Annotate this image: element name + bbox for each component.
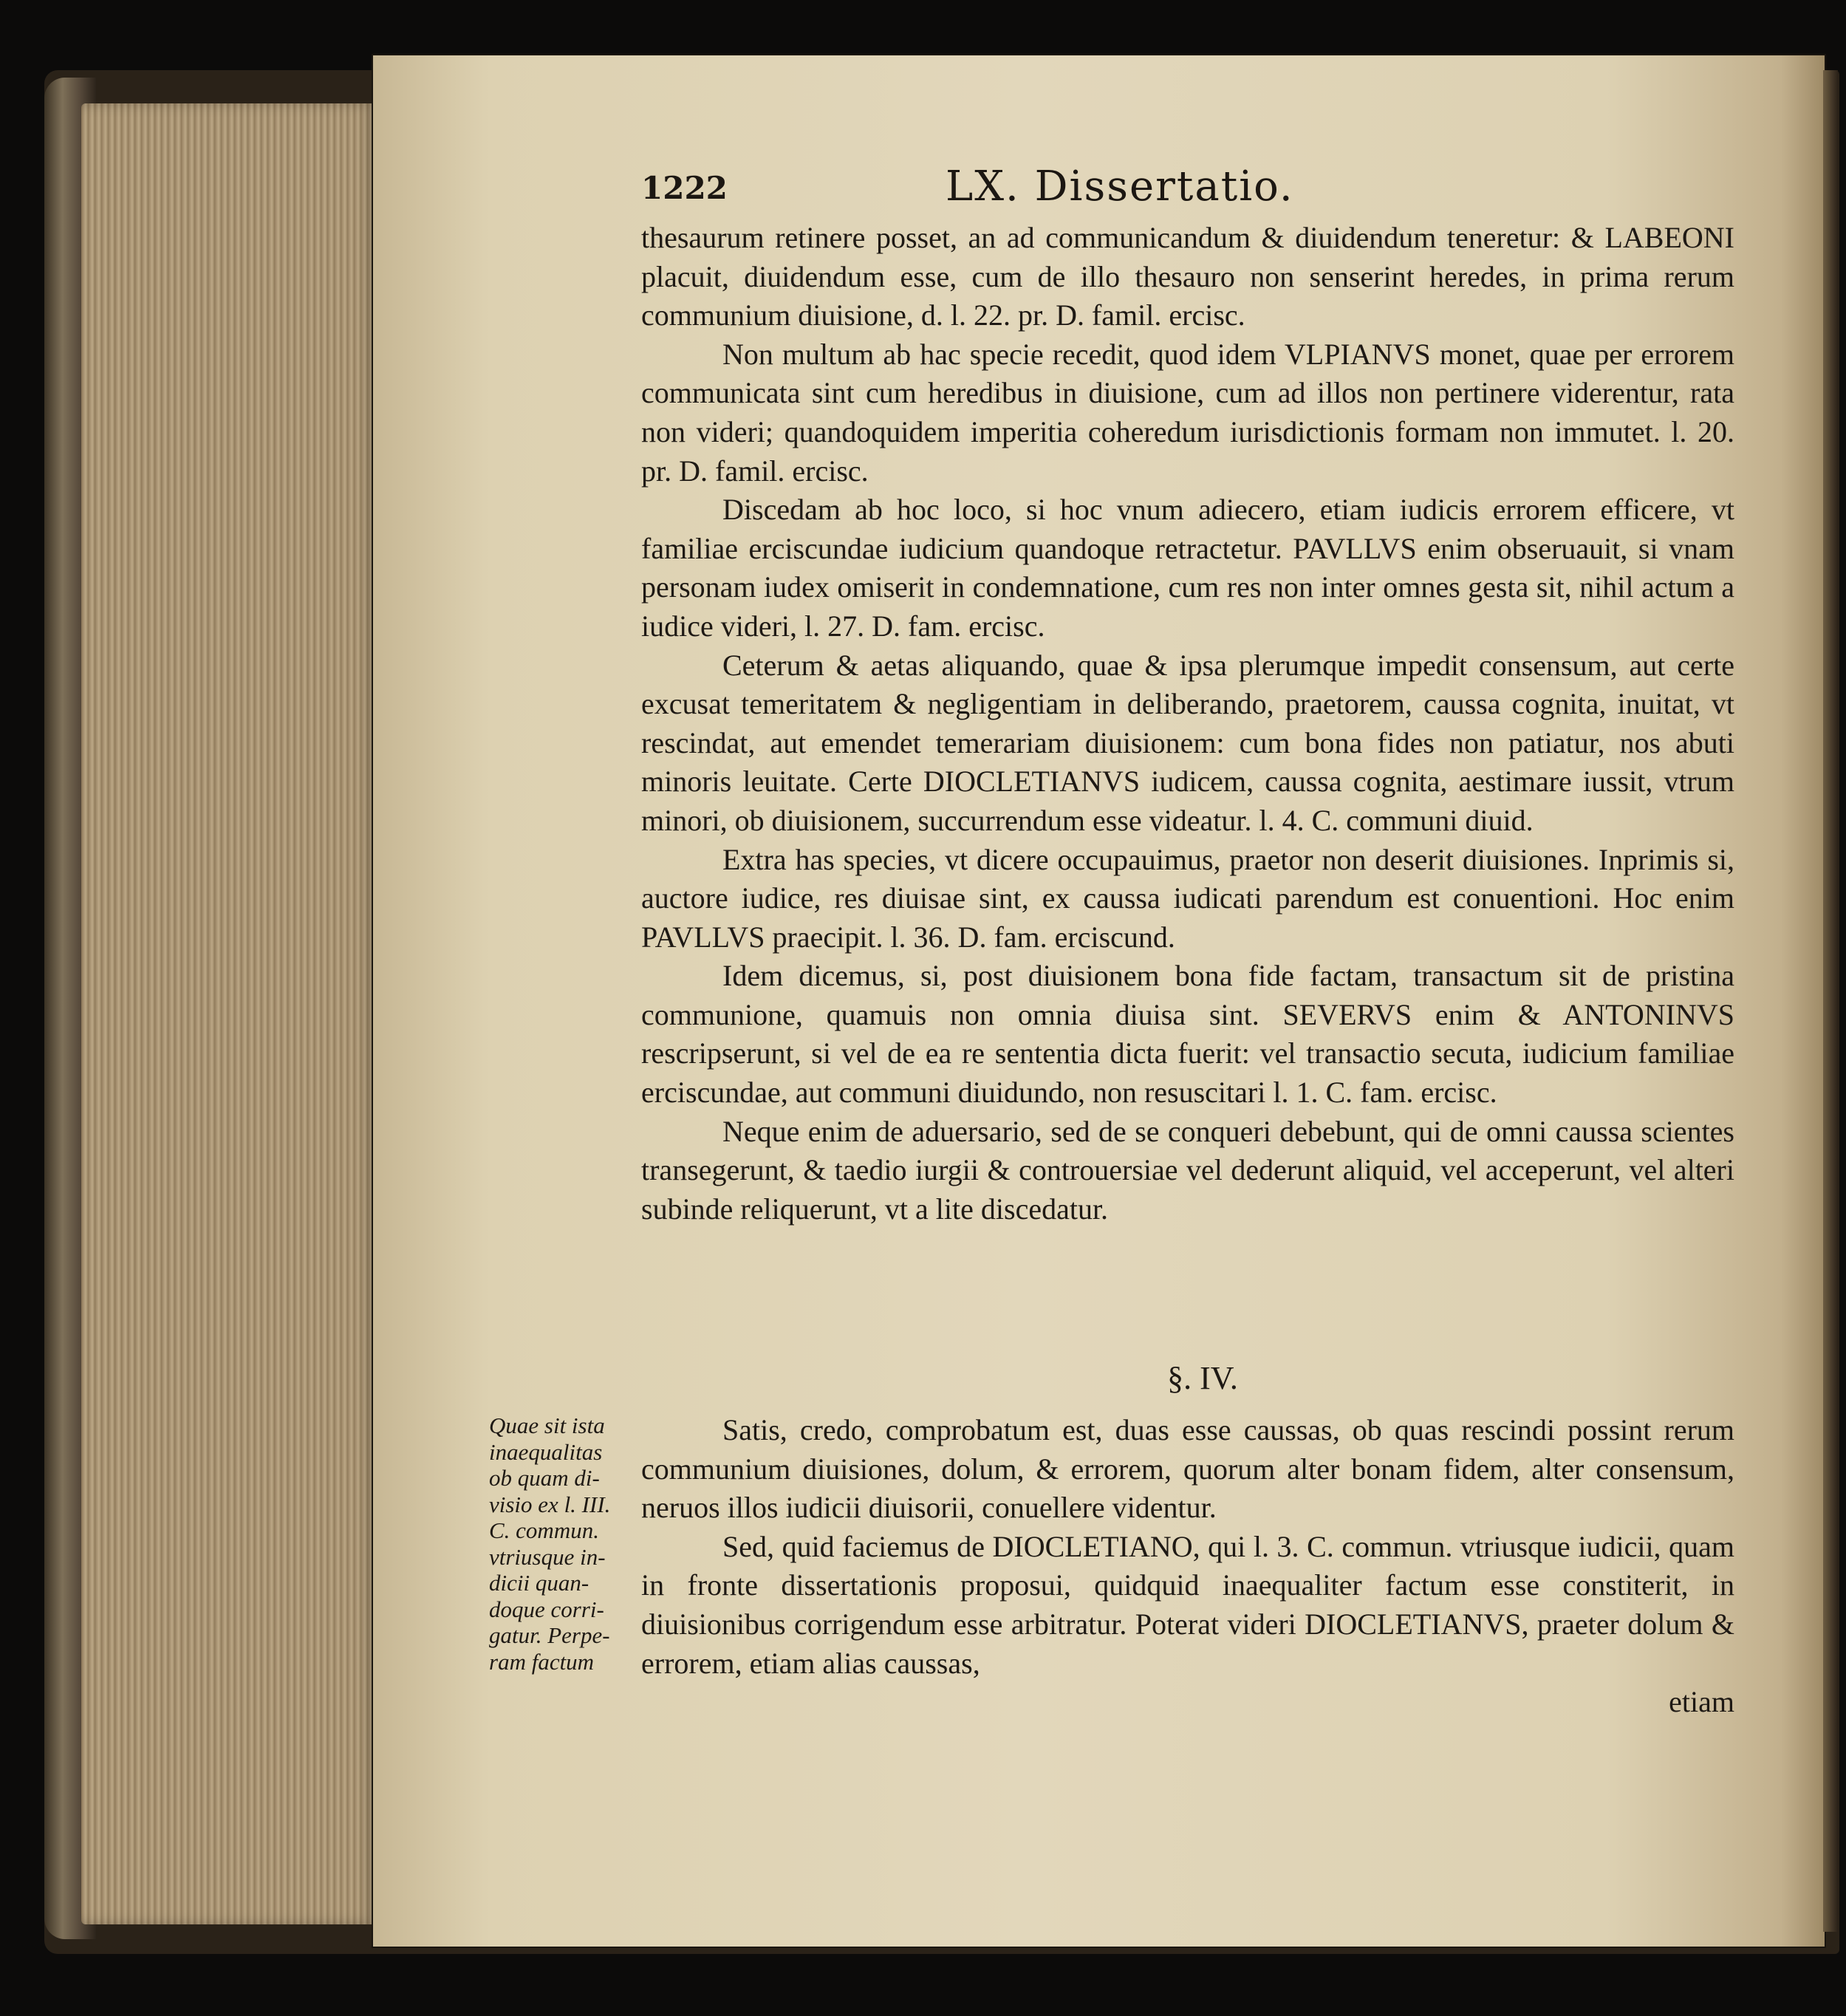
margin-note-line: vtriusque in- (489, 1543, 606, 1570)
section-heading (641, 1359, 1734, 1404)
paragraph: Neque enim de aduersario, sed de se conqueri debebunt, qui de omni caussa scientes transegerunt, & taedio iurgii & controuersiae vel dederunt aliquid, vel acceperunt, vel alteri subinde reliquerunt, vt a lite discedatur. (641, 1114, 1734, 1226)
margin-note-line: C. commun. (489, 1517, 599, 1543)
paragraph: Extra has species, vt dicere occupauimus, praetor non deserit diuisiones. Inprimis si, auctore iudice, res diuisae sint, ex caussa iudicati parendum est conuentioni. Hoc enim PAVLLVS praecipit. l. 36. D. fam. erciscund. (641, 842, 1734, 954)
margin-note-line: ob quam di- (489, 1465, 600, 1491)
page-edges (81, 103, 377, 1924)
paragraph: Idem dicemus, si, post diuisionem bona fide factam, transactum sit de pristina communione, quamuis non omnia diuisa sint. SEVERVS enim & ANTONINVS rescripserunt, si vel de ea re sententia dicta fuerit: vel transactio secuta, iudicium familiae erciscundae, aut communi diuidundo, non resuscitari l. 1. C. fam. ercisc. (641, 959, 1734, 1110)
catchword: etiam (1669, 1685, 1734, 1719)
section-body-text (641, 1411, 1734, 1722)
margin-note (489, 1412, 644, 1675)
margin-note-line: inaequalitas (489, 1438, 603, 1465)
margin-note-line: gatur. Perpe- (489, 1622, 610, 1648)
paragraph: Satis, credo, comprobatum est, duas esse caussas, ob quas rescindi possint rerum communium diuisiones, dolum, & errorem, quorum alter bonam fidem, alter consensum, neruos illos iudicii diuisorii, conuellere videntur. (641, 1413, 1734, 1525)
margin-note-line: doque corri- (489, 1596, 604, 1622)
paragraph: Ceterum & aetas aliquando, quae & ipsa plerumque impedit consensum, aut certe excusat temeritatem & negligentiam in deliberando, praetorem, caussa cognita, inuitat, vt rescindat, aut emendet temerariam diuisionem: cum bona fides non patiatur, nos abuti minoris leuitate. Certe DIOCLETIANVS iudicem, caussa cognita, aestimare iussit, vtrum minori, ob diuisionem, succurrendum esse videatur. l. 4. C. communi diuid. (641, 648, 1734, 837)
margin-note-line: ram factum (489, 1648, 595, 1675)
section-heading-text: §. IV. (1167, 1360, 1238, 1396)
margin-note-line: dicii quan- (489, 1570, 589, 1596)
paragraph: Discedam ab hoc loco, si hoc vnum adiecero, etiam iudicis errorem efficere, vt familiae erciscundae iudicium quandoque retractetur. PAVLLVS enim obseruauit, si vnam personam iudex omiserit in condemnatione, cum res non inter omnes gesta sit, nihil actum a iudice videri, l. 27. D. fam. ercisc. (641, 493, 1734, 643)
page-number: 1222 (641, 170, 728, 206)
facing-page-edge (1823, 70, 1838, 1932)
body-text (641, 219, 1734, 1229)
margin-note-line: visio ex l. III. (489, 1491, 611, 1517)
paragraph: Sed, quid faciemus de DIOCLETIANO, qui l. 3. C. commun. vtriusque iudicii, quam in fronte dissertationis proposui, quidquid inaequaliter factum esse constiterit, in diuisionibus corrigendum esse arbitratur. Poterat videri DIOCLETIANVS, praeter dolum & errorem, etiam alias caussas, (641, 1529, 1734, 1680)
page-header-title: LX. Dissertatio. (946, 163, 1294, 211)
running-head (641, 163, 1734, 214)
paragraph: thesaurum retinere posset, an ad communicandum & diuidendum teneretur: & LABEONI placuit, diuidendum esse, cum de illo thesauro non senserint heredes, in prima rerum communium diuisione, d. l. 22. pr. D. famil. ercisc. (641, 221, 1734, 332)
paragraph: Non multum ab hac specie recedit, quod idem VLPIANVS monet, quae per errorem communicata sint cum heredibus in diuisione, cum ad illos non pertinere viderentur, rata non videri; quandoquidem imperitia coheredum iurisdictionis formam non immutet. l. 20. pr. D. famil. ercisc. (641, 337, 1734, 488)
margin-note-line: Quae sit ista (489, 1412, 605, 1438)
